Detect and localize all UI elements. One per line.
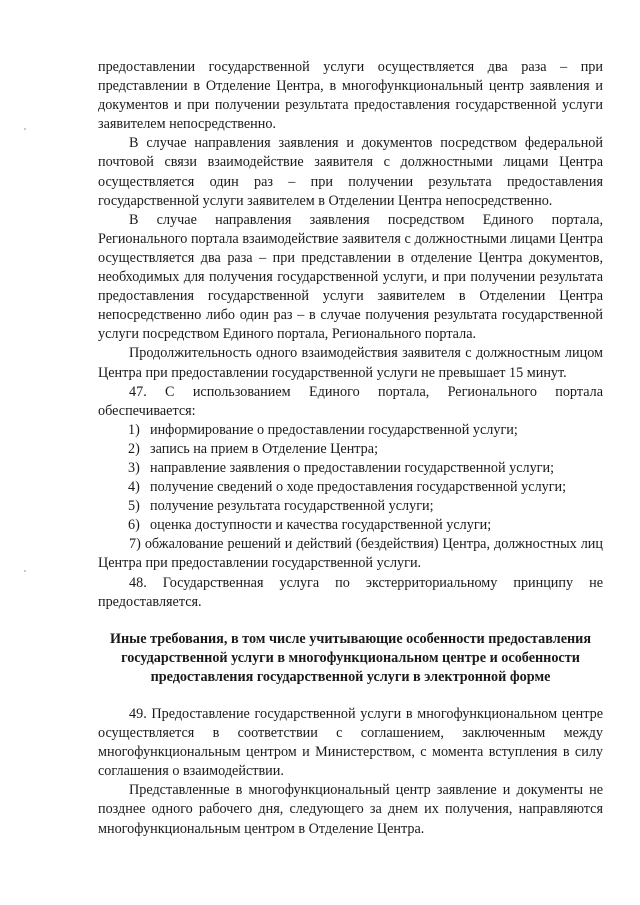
item-47-intro: 47. С использованием Единого портала, Регионального портала обеспечивается: xyxy=(98,383,603,419)
list-item: 1) информирование о предоставлении государственной услуги; xyxy=(128,421,518,438)
paragraph-continuation: предоставлении государственной услуги осуществляется два раза – при представлении в Отделение Центра, в многофункциональный центр заявления и документов и при получении результата предоставления государственной услуги заявителем непосредственно. xyxy=(98,59,603,133)
paragraph-postal: В случае направления заявления и документов посредством федеральной почтовой связи взаимодействие заявителя с должностными лицами Центра осуществляется один раз – при получении результата предоставления государственной услуги заявителем в Отделении Центра непосредственно. xyxy=(98,135,603,209)
paragraph-duration: Продолжительность одного взаимодействия заявителя с должностным лицом Центра при предоставлении государственной услуги не превышает 15 минут. xyxy=(98,345,603,381)
item-48: 48. Государственная услуга по экстерриториальному принципу не предоставляется. xyxy=(98,574,603,610)
item-47-list xyxy=(98,421,603,536)
paragraph-portal: В случае направления заявления посредством Единого портала, Регионального портала взаимодействие заявителя с должностными лицами Центра осуществляется два раза – при представлении в отделение Центра документов, необходимых для получения государственной услуги, и при получении результата предоставления государственной услуги заявителем в Отделении Центра непосредственно либо один раз – в случае получения результата государственной услуги посредством Единого портала, Регионального портала. xyxy=(98,211,603,343)
list-item-7: 7) обжалование решений и действий (бездействия) Центра, должностных лиц Центра при предоставлении государственной услуги. xyxy=(98,536,603,572)
list-item: 4) получение сведений о ходе предоставления государственной услуги; xyxy=(128,479,567,496)
list-item: 3) направление заявления о предоставлении государственной услуги; xyxy=(128,459,555,476)
list-item: 5) получение результата государственной услуги; xyxy=(128,498,434,515)
scan-dot xyxy=(24,128,26,130)
item-49: 49. Предоставление государственной услуги в многофункциональном центре осуществляется в соответствии с соглашением, заключенным между многофункциональным центром и Министерством, с момента вступления в силу соглашения о взаимодействии. xyxy=(98,706,603,780)
section-heading: Иные требования, в том числе учитывающие особенности предоставления государственной услуги в многофункциональном центре и особенности предоставления государственной услуги в электронной форме xyxy=(109,630,592,685)
document-body xyxy=(98,58,603,839)
list-item: 6) оценка доступности и качества государственной услуги; xyxy=(128,517,492,534)
paragraph-transfer: Представленные в многофункциональный центр заявление и документы не позднее одного рабочего дня, следующего за днем их получения, направляются многофункциональным центром в Отделение Центра. xyxy=(98,782,603,837)
list-item: 2) запись на прием в Отделение Центра; xyxy=(128,440,379,457)
scan-dot xyxy=(24,570,26,572)
